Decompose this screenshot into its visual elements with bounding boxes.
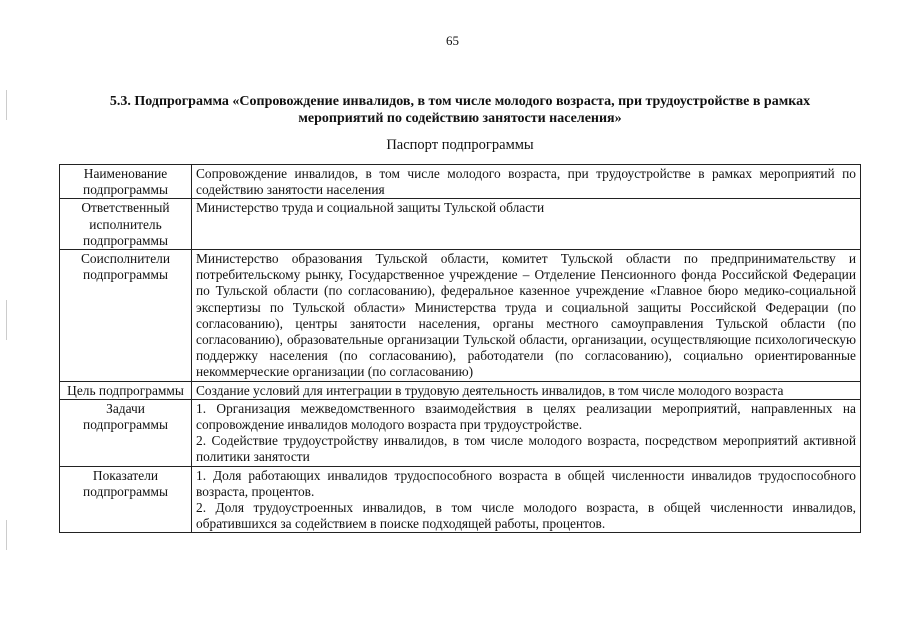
row-label-co-executors: Соисполнители подпрограммы <box>60 250 192 382</box>
row-label-goal: Цель подпрограммы <box>60 381 192 399</box>
paragraph: 1. Доля работающих инвалидов трудоспособного возраста в общей численности инвалидов трудоспособного возраста, процентов. <box>196 467 856 499</box>
paragraph: Министерство образования Тульской области, комитет Тульской области по предпринимательству и потребительскому рынку, Государственное учреждение – Отделение Пенсионного фонда Российской Федерации по Тульской области (по согласованию), федеральное казенное учреждение «Главное бюро медико-социальной экспертизы по Тульской области» Министерства труда и социальной защиты Российской Федерации (по согласованию), центры занятости населения, органы местного самоуправления Тульской области (по согласованию), образовательные организации Тульской области, организации, осуществляющие психологическую поддержку населения (по согласованию), работодатели (по согласованию), социально ориентированные некоммерческие организации (по согласованию) <box>196 251 856 380</box>
passport-table <box>59 164 861 533</box>
row-value-name <box>192 165 861 199</box>
scan-margin-mark <box>6 90 7 120</box>
paragraph: 2. Доля трудоустроенных инвалидов, в том числе молодого возраста, в общей численности инвалидов, обратившихся за содействием в поиске подходящей работы, процентов. <box>196 500 856 532</box>
page-number: 65 <box>446 33 459 48</box>
section-title-line-2: мероприятий по содействию занятости населения» <box>298 111 622 126</box>
row-value-co-executors <box>192 250 861 382</box>
table-row <box>60 250 861 382</box>
section-title <box>60 93 860 127</box>
table-row <box>60 199 861 250</box>
passport-title: Паспорт подпрограммы <box>386 137 534 153</box>
paragraph: 2. Содействие трудоустройству инвалидов, в том числе молодого возраста, посредством мероприятий активной политики занятости <box>196 433 856 465</box>
paragraph: 1. Организация межведомственного взаимодействия в целях реализации мероприятий, направленных на сопровождение инвалидов молодого возраста при трудоустройстве. <box>196 400 856 433</box>
section-title-line-1: 5.3. Подпрограмма «Сопровождение инвалидов, в том числе молодого возраста, при трудоустройстве в рамках <box>109 94 811 109</box>
table-row <box>60 165 861 199</box>
row-label-responsible: Ответственный исполнитель подпрограммы <box>60 199 192 250</box>
scan-margin-mark <box>6 520 7 550</box>
paragraph: Создание условий для интеграции в трудовую деятельность инвалидов, в том числе молодого возраста <box>196 382 784 398</box>
table-row <box>60 466 861 533</box>
paragraph: Министерство труда и социальной защиты Тульской области <box>196 200 545 216</box>
row-value-responsible <box>192 199 861 250</box>
paragraph: Сопровождение инвалидов, в том числе молодого возраста, при трудоустройстве в рамках мероприятий по содействию занятости населения <box>196 166 856 198</box>
table-row <box>60 399 861 466</box>
table-row <box>60 381 861 399</box>
row-label-indicators: Показатели подпрограммы <box>60 466 192 533</box>
row-label-tasks: Задачи подпрограммы <box>60 399 192 466</box>
row-value-indicators <box>192 466 861 533</box>
row-value-goal <box>192 381 861 399</box>
row-label-name: Наименование подпрограммы <box>60 165 192 199</box>
row-value-tasks <box>192 399 861 466</box>
scan-margin-mark <box>6 300 7 340</box>
